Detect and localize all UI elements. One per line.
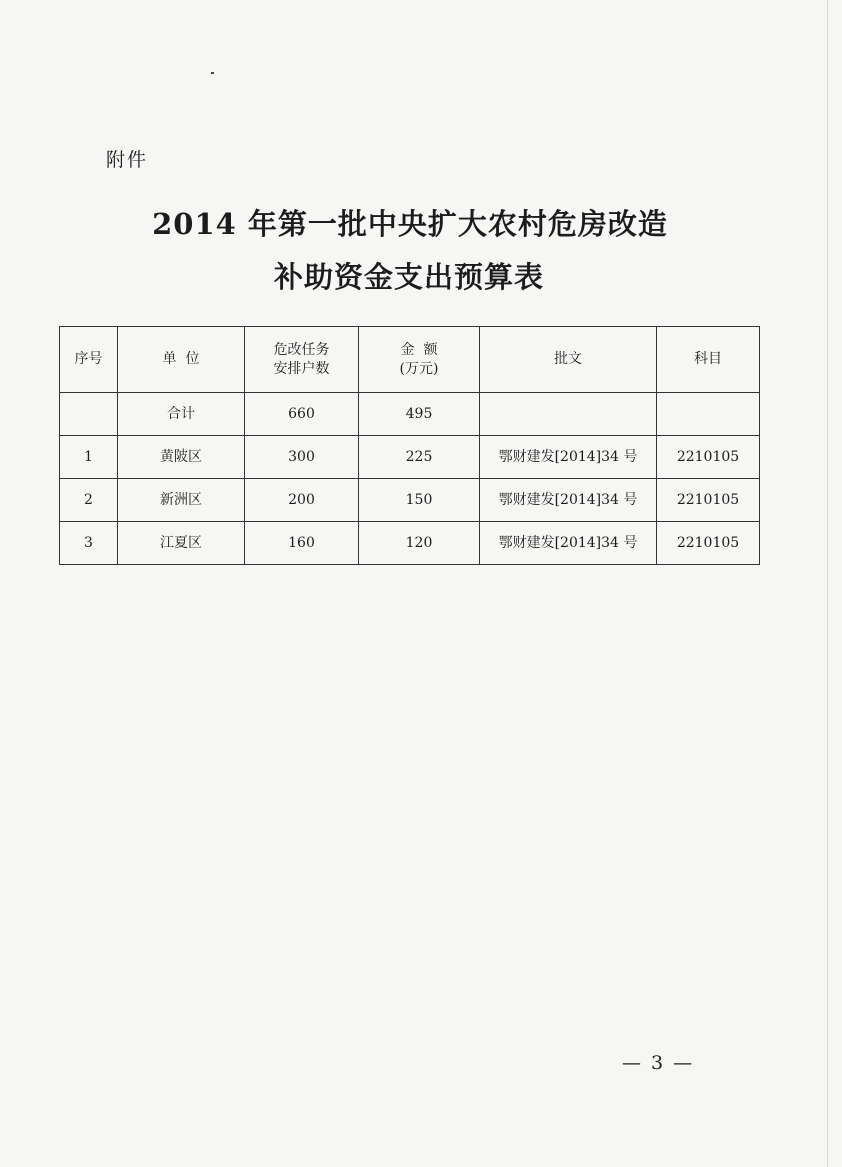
row-unit: 江夏区 xyxy=(118,522,245,565)
row-amount: 150 xyxy=(359,479,480,522)
header-amount-line2: (万元) xyxy=(399,360,439,377)
row-unit: 新洲区 xyxy=(118,479,245,522)
row-subject: 2210105 xyxy=(657,479,760,522)
row-document: 鄂财建发[2014]34 号 xyxy=(480,479,657,522)
row-document: 鄂财建发[2014]34 号 xyxy=(480,522,657,565)
total-document-cell xyxy=(480,393,657,436)
row-seq: 3 xyxy=(60,522,118,565)
total-seq-cell xyxy=(60,393,118,436)
total-amount: 495 xyxy=(359,393,480,436)
row-seq: 1 xyxy=(60,436,118,479)
header-unit: 单 位 xyxy=(118,327,245,393)
row-subject: 2210105 xyxy=(657,436,760,479)
header-subject: 科目 xyxy=(657,327,760,393)
table-row xyxy=(60,436,760,479)
row-document: 鄂财建发[2014]34 号 xyxy=(480,436,657,479)
table-total-row xyxy=(60,393,760,436)
row-seq: 2 xyxy=(60,479,118,522)
table-row xyxy=(60,522,760,565)
row-households: 300 xyxy=(245,436,359,479)
total-subject-cell xyxy=(657,393,760,436)
row-amount: 225 xyxy=(359,436,480,479)
document-title-line1: 2014 年第一批中央扩大农村危房改造 xyxy=(152,207,668,241)
table-header-row xyxy=(60,327,760,393)
total-households: 660 xyxy=(245,393,359,436)
row-households: 200 xyxy=(245,479,359,522)
row-subject: 2210105 xyxy=(657,522,760,565)
budget-table xyxy=(59,326,760,565)
row-unit: 黄陂区 xyxy=(118,436,245,479)
header-amount-line1: 金 额 xyxy=(400,341,438,358)
scan-speck xyxy=(211,72,214,74)
row-amount: 120 xyxy=(359,522,480,565)
header-seq: 序号 xyxy=(60,327,118,393)
attachment-label: 附件 xyxy=(106,149,149,171)
page-edge-line xyxy=(827,0,828,1167)
row-households: 160 xyxy=(245,522,359,565)
page-number: — 3 — xyxy=(622,1052,695,1074)
table-row xyxy=(60,479,760,522)
header-households xyxy=(245,327,359,393)
header-amount xyxy=(359,327,480,393)
header-households-line2: 安排户数 xyxy=(273,360,330,377)
total-label: 合计 xyxy=(118,393,245,436)
document-title-line2: 补助资金支出预算表 xyxy=(273,260,544,294)
header-households-line1: 危改任务 xyxy=(273,341,330,358)
header-document: 批文 xyxy=(480,327,657,393)
